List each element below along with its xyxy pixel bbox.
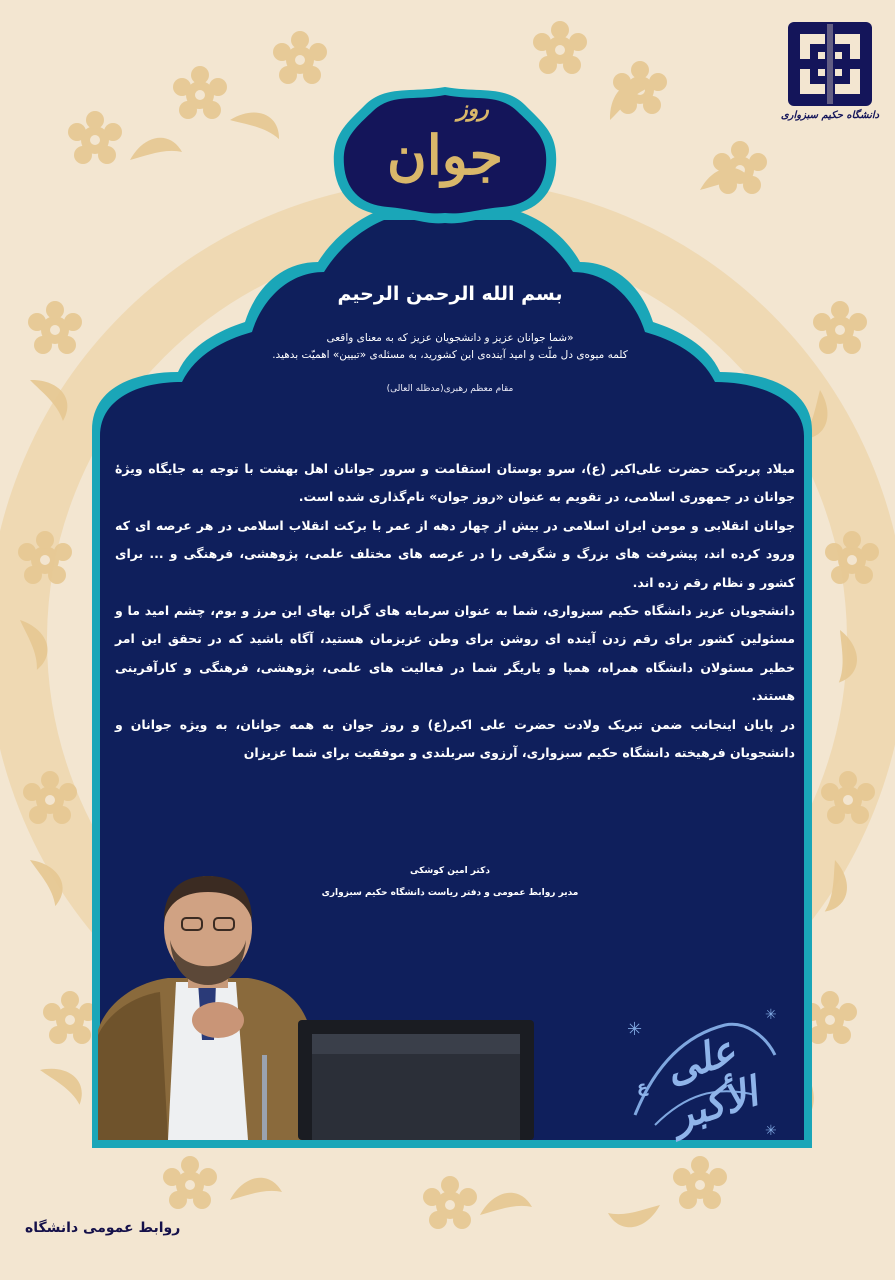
youth-day-badge	[330, 85, 560, 225]
quote-line-1: «شما جوانان عزیز و دانشجویان عزیز که به معنای واقعی	[326, 332, 574, 344]
svg-text:✳: ✳	[765, 1123, 777, 1139]
basmala-heading: بسم الله الرحمن الرحیم	[337, 283, 563, 305]
svg-text:✳: ✳	[627, 1019, 643, 1040]
signer-photo	[98, 870, 538, 1140]
body-paragraph-3: دانشجویان عزیز دانشگاه حکیم سبزواری، شما به عنوان سرمایه های گران بهای این مرز و بوم، چشم امید ما و مسئولین کشور برای رقم زدن آینده ای روشن برای وطن عزیزمان هستید، آگاه باشید که در تحقق این امر خطیر مسئولان دانشگاه همراه، همپا و یاریگر شما در فعالیت های علمی، پژوهشی، فرهنگی و کارآفرینی هستند.	[115, 603, 795, 704]
calligraphy-note: ع	[637, 1077, 648, 1096]
portrait-image	[98, 870, 538, 1140]
signer-title: مدیر روابط عمومی و دفتر ریاست دانشگاه حکیم سبزواری	[321, 888, 579, 898]
badge-word-main: جوان	[387, 123, 503, 187]
message-body	[115, 455, 795, 767]
body-paragraph-1: میلاد پربرکت حضرت علی‌اکبر (ع)، سرو بوستان استقامت و سرور جوانان اهل بهشت با توجه به جایگاه ویژهٔ جوانان در جمهوری اسلامی، در تقویم به عنوان «روز جوان» نام‌گذاری شده است.	[115, 461, 795, 505]
footer-label: روابط عمومی دانشگاه	[25, 1220, 181, 1236]
signer-name: دکتر امین کوشکی	[410, 866, 490, 876]
ali-akbar-calligraphy	[615, 995, 795, 1145]
svg-text:✳: ✳	[765, 1007, 777, 1023]
calligraphy-text: علی الأکبر	[659, 1026, 764, 1141]
quote-line-2: کلمه میوه‌ی دل ملّت و امید آینده‌ی این کشورید، به مسئله‌ی «تبیین» اهمیّت بدهید.	[272, 349, 628, 361]
leader-quote	[200, 330, 700, 364]
body-paragraph-4: در پایان اینجانب ضمن تبریک ولادت حضرت علی اکبر(ع) و روز جوان به همه جوانان، به ویژه جوانان و دانشجویان فرهیخته دانشگاه حکیم سبزواری، آرزوی سربلندی و موفقیت برای شما عزیزان	[115, 716, 795, 761]
body-paragraph-2: جوانان انقلابی و مومن ایران اسلامی در بیش از چهار دهه از عمر با برکت انقلاب اسلامی در هر عرصه ای که ورود کرده اند، پیشرفت های بزرگ و شگرفی را در عرصه های مختلف علمی، پژوهشی، فرهنگی و ... برای کشور و نظام رقم زده اند.	[115, 517, 795, 590]
university-logo	[780, 18, 880, 138]
university-logo-caption: دانشگاه حکیم سبزواری	[780, 110, 880, 121]
badge-word-top: روز	[457, 97, 489, 122]
quote-source: مقام معظم رهبری(مدظله العالی)	[386, 384, 514, 394]
